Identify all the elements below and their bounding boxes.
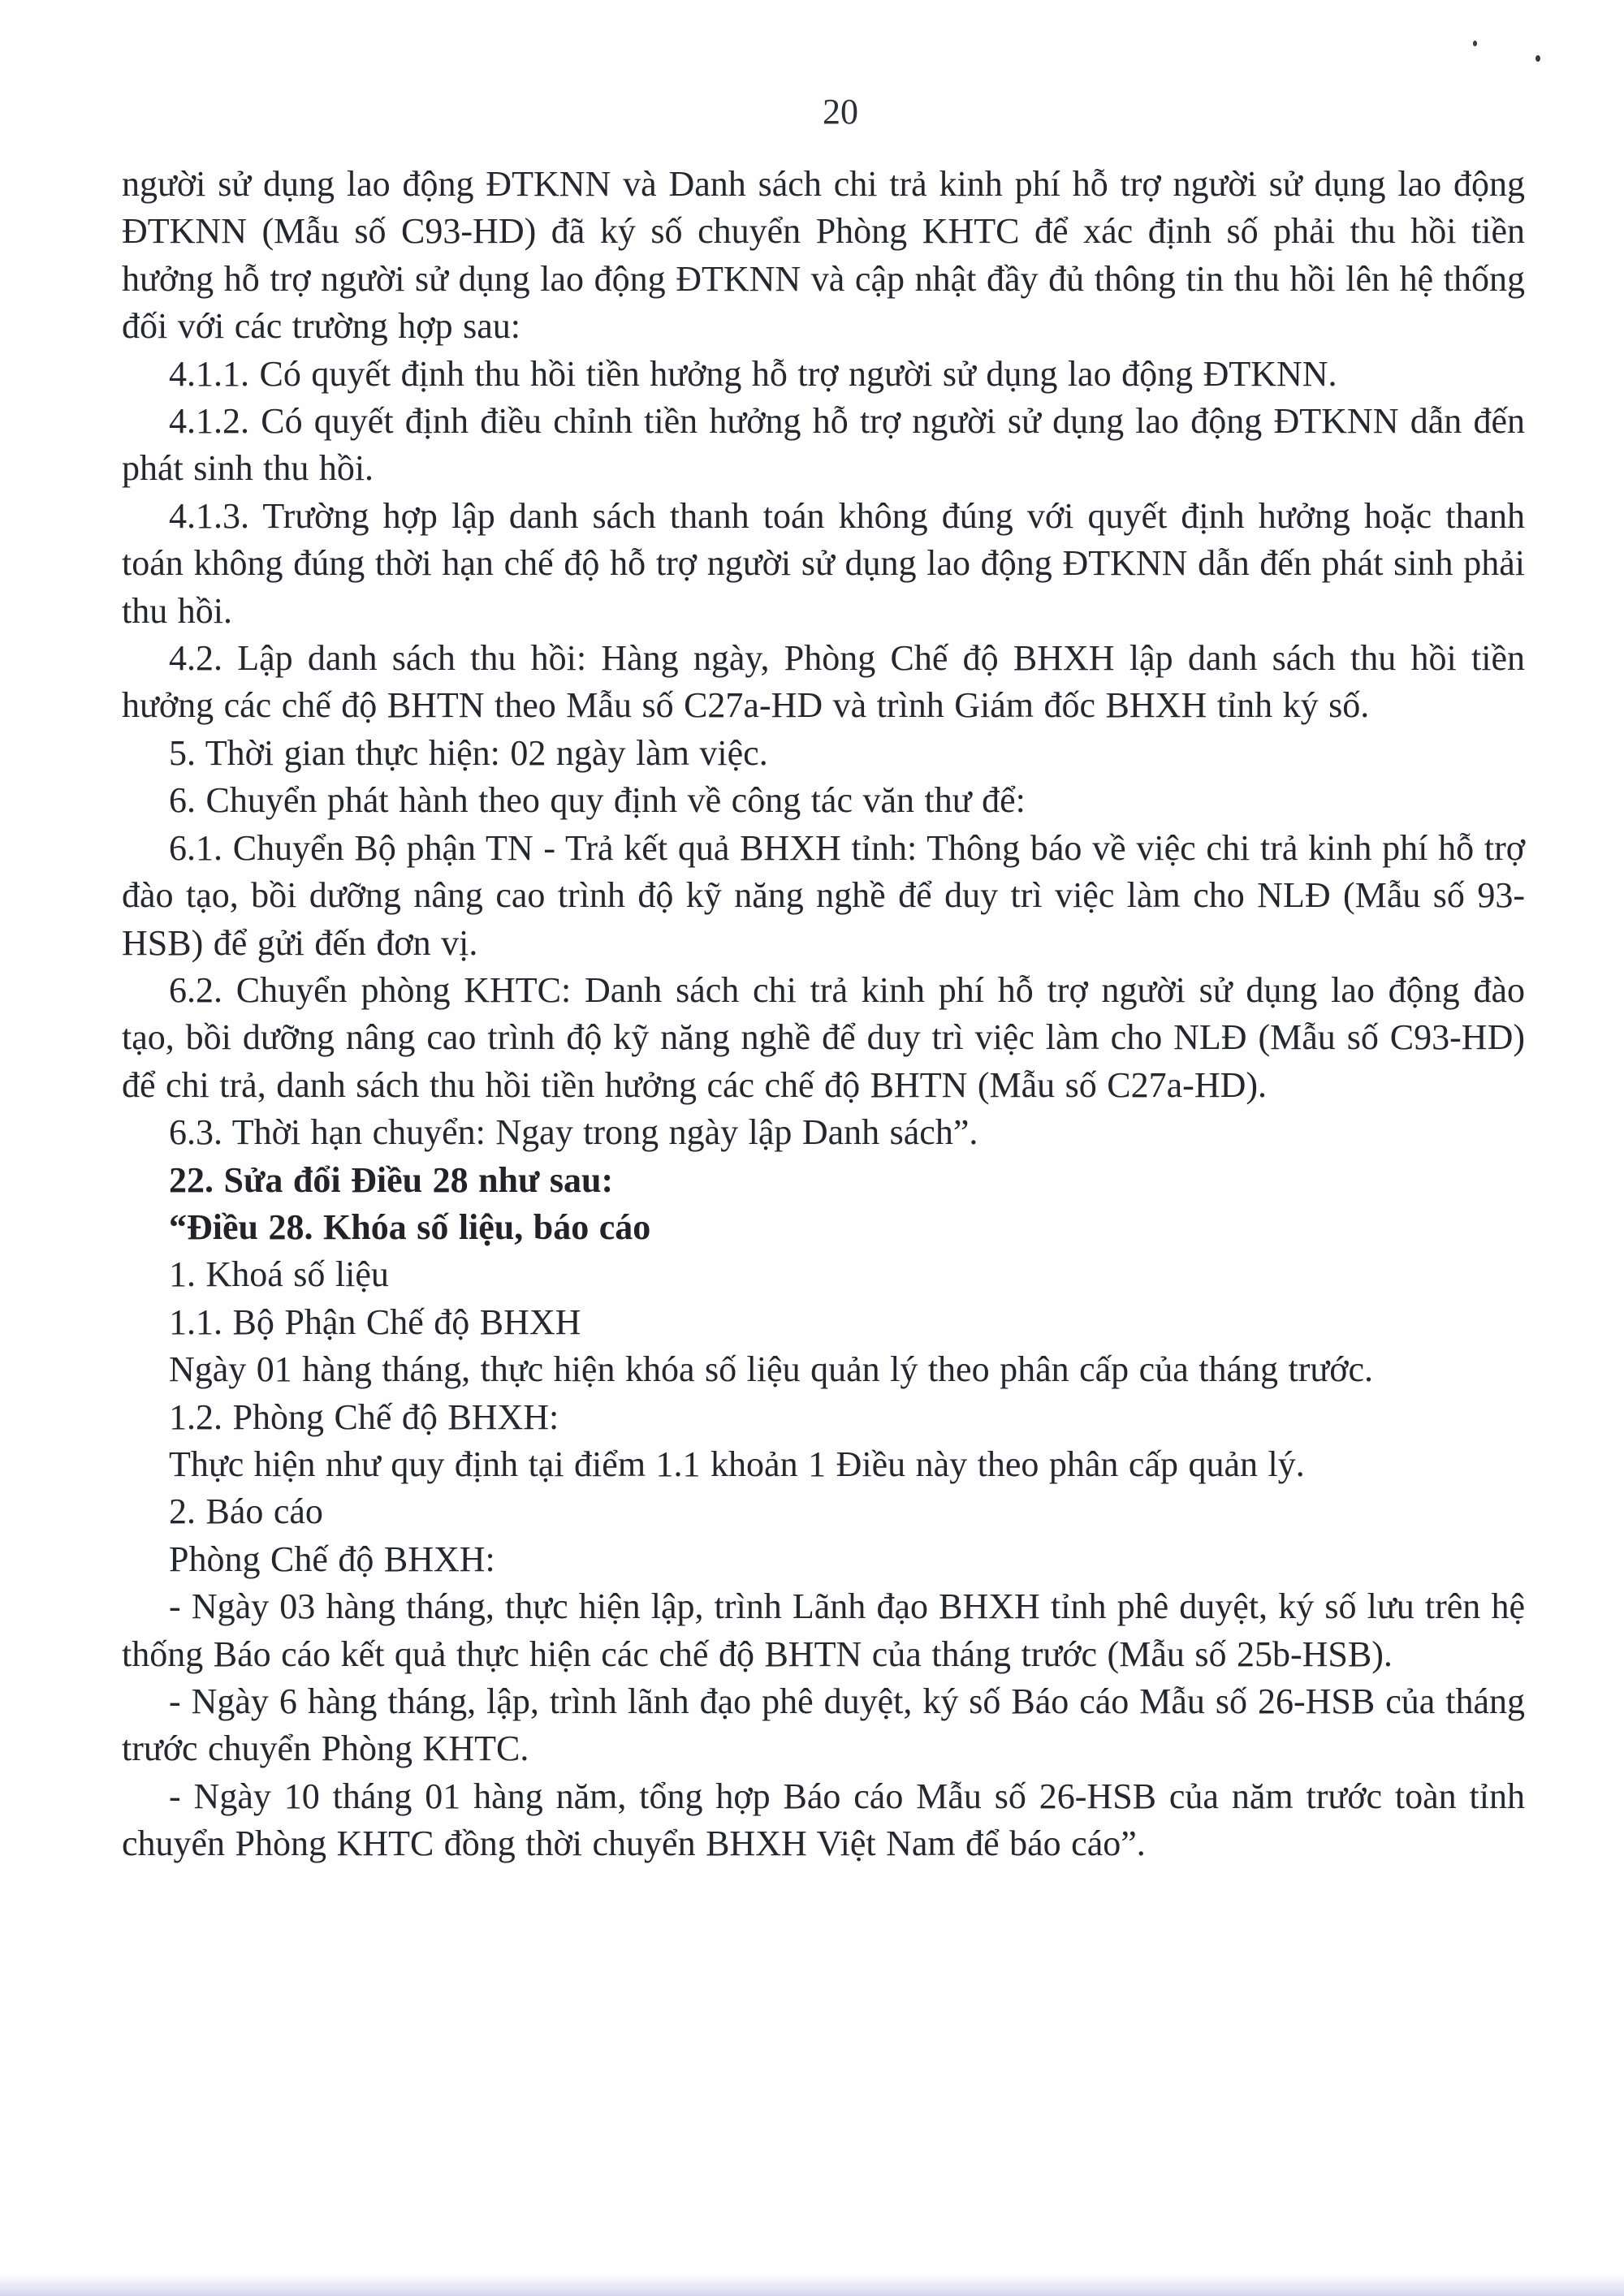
page-number: 20	[823, 92, 858, 132]
heading-article-28: “Điều 28. Khóa số liệu, báo cáo	[169, 1206, 651, 1247]
paragraph-continuation: người sử dụng lao động ĐTKNN và Danh sách chi trả kinh phí hỗ trợ người sử dụng lao động ĐTKNN (Mẫu số C93-HD) đã ký số chuyển Phòng KHTC để xác định số phải thu hồi tiền hưởng hỗ trợ người sử dụng lao động ĐTKNN và cập nhật đầy đủ thông tin thu hồi lên hệ thống đối với các trường hợp sau:	[122, 164, 1525, 347]
paragraph-4-1-2: 4.1.2. Có quyết định điều chỉnh tiền hưởng hỗ trợ người sử dụng lao động ĐTKNN dẫn đến phát sinh thu hồi.	[122, 401, 1525, 489]
paragraph-6-3: 6.3. Thời hạn chuyển: Ngay trong ngày lập Danh sách”.	[169, 1112, 978, 1153]
paragraph-phong-che-do: Phòng Chế độ BHXH:	[169, 1539, 495, 1579]
paragraph-4-1-3: 4.1.3. Trường hợp lập danh sách thanh toán không đúng với quyết định hưởng hoặc thanh toán không đúng thời hạn chế độ hỗ trợ người sử dụng lao động ĐTKNN dẫn đến phát sinh phải thu hồi.	[122, 495, 1525, 631]
paragraph-1-2: 1.2. Phòng Chế độ BHXH:	[169, 1396, 559, 1437]
paragraph-ngay-10: - Ngày 10 tháng 01 hàng năm, tổng hợp Báo cáo Mẫu số 26-HSB của năm trước toàn tỉnh chuyển Phòng KHTC đồng thời chuyển BHXH Việt Nam để báo cáo”.	[122, 1776, 1525, 1864]
paragraph-6-1: 6.1. Chuyển Bộ phận TN - Trả kết quả BHXH tỉnh: Thông báo về việc chi trả kinh phí hỗ trợ đào tạo, bồi dưỡng nâng cao trình độ kỹ năng nghề để duy trì việc làm cho NLĐ (Mẫu số 93-HSB) để gửi đến đơn vị.	[122, 827, 1525, 963]
paragraph-5: 5. Thời gian thực hiện: 02 ngày làm việc.	[169, 732, 768, 773]
paragraph-thuc-hien: Thực hiện như quy định tại điểm 1.1 khoản 1 Điều này theo phân cấp quản lý.	[169, 1444, 1305, 1484]
paragraph-ngay-6: - Ngày 6 hàng tháng, lập, trình lãnh đạo phê duyệt, ký số Báo cáo Mẫu số 26-HSB của tháng trước chuyển Phòng KHTC.	[122, 1681, 1525, 1769]
scan-artifact-band	[0, 2275, 1624, 2296]
scan-speck	[1473, 41, 1477, 46]
paragraph-4-1-1: 4.1.1. Có quyết định thu hồi tiền hưởng hỗ trợ người sử dụng lao động ĐTKNN.	[169, 353, 1337, 394]
paragraph-ngay-03: - Ngày 03 hàng tháng, thực hiện lập, trình Lãnh đạo BHXH tỉnh phê duyệt, ký số lưu trên hệ thống Báo cáo kết quả thực hiện các chế độ BHTN của tháng trước (Mẫu số 25b-HSB).	[122, 1586, 1525, 1674]
paragraph-ngay-01: Ngày 01 hàng tháng, thực hiện khóa số liệu quản lý theo phân cấp của tháng trước.	[169, 1349, 1374, 1390]
paragraph-6-2: 6.2. Chuyển phòng KHTC: Danh sách chi trả kinh phí hỗ trợ người sử dụng lao động đào tạo, bồi dưỡng nâng cao trình độ kỹ năng nghề để duy trì việc làm cho NLĐ (Mẫu số C93-HD) để chi trả, danh sách thu hồi tiền hưởng các chế độ BHTN (Mẫu số C27a-HD).	[122, 969, 1525, 1105]
scan-speck	[1535, 55, 1540, 62]
document-body	[122, 161, 1525, 1868]
heading-article-22: 22. Sửa đổi Điều 28 như sau:	[169, 1159, 614, 1200]
paragraph-2-bao-cao: 2. Báo cáo	[169, 1491, 323, 1532]
paragraph-6: 6. Chuyển phát hành theo quy định về công tác văn thư để:	[169, 780, 1026, 821]
paragraph-4-2: 4.2. Lập danh sách thu hồi: Hàng ngày, Phòng Chế độ BHXH lập danh sách thu hồi tiền hưởng các chế độ BHTN theo Mẫu số C27a-HD và trình Giám đốc BHXH tỉnh ký số.	[122, 638, 1525, 726]
paragraph-1-1: 1.1. Bộ Phận Chế độ BHXH	[169, 1301, 581, 1342]
paragraph-1-khoa-so-lieu: 1. Khoá số liệu	[169, 1254, 389, 1295]
